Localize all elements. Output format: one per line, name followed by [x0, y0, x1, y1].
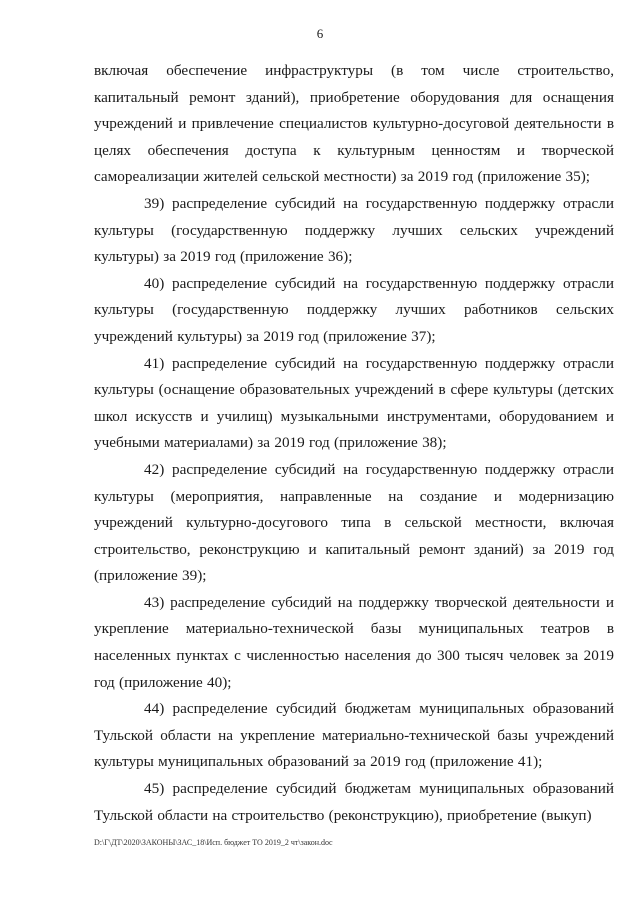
body-text [94, 58, 614, 829]
paragraph-item-45: 45) распределение субсидий бюджетам муниципальных образований Тульской области на строительство (реконструкцию), приобретение (выкуп) [94, 780, 614, 824]
page-number: 6 [316, 26, 324, 41]
paragraph-item-43: 43) распределение субсидий на поддержку творческой деятельности и укрепление материально-технической базы муниципальных театров в населенных пунктах с численностью населения до 300 тысяч человек за 2019 год (приложение 40); [94, 593, 614, 691]
paragraph-item-44: 44) распределение субсидий бюджетам муниципальных образований Тульской области на укрепление материально-технической базы учреждений культуры муниципальных образований за 2019 год (приложение 41); [94, 700, 614, 771]
footer-file-path: D:\Г\ДТ\2020\ЗАКОНЫ\ЗАС_18\Исп. бюджет ТО 2019_2 чт\закон.doc [94, 838, 333, 847]
paragraph-item-39: 39) распределение субсидий на государственную поддержку отрасли культуры (государственную поддержку лучших сельских учреждений культуры) за 2019 год (приложение 36); [94, 194, 614, 266]
paragraph-continuation: включая обеспечение инфраструктуры (в том числе строительство, капитальный ремонт зданий), приобретение оборудования для оснащения учреждений и привлечение специалистов культурно-досуговой деятельности в целях обеспечения доступа к культурным ценностям и творческой самореализации жителей сельской местности) за 2019 год (приложение 35); [94, 62, 614, 186]
paragraph-item-42: 42) распределение субсидий на государственную поддержку отрасли культуры (мероприятия, направленные на создание и модернизацию учреждений культурно-досугового типа в сельской местности, включая строительство, реконструкцию и капитальный ремонт зданий) за 2019 год (приложение 39); [94, 460, 614, 585]
paragraph-item-41: 41) распределение субсидий на государственную поддержку отрасли культуры (оснащение образовательных учреждений в сфере культуры (детских школ искусств и училищ) музыкальными инструментами, оборудованием и учебными материалами) за 2019 год (приложение 38); [94, 354, 614, 452]
paragraph-item-40: 40) распределение субсидий на государственную поддержку отрасли культуры (государственную поддержку лучших работников сельских учреждений культуры) за 2019 год (приложение 37); [94, 274, 614, 345]
